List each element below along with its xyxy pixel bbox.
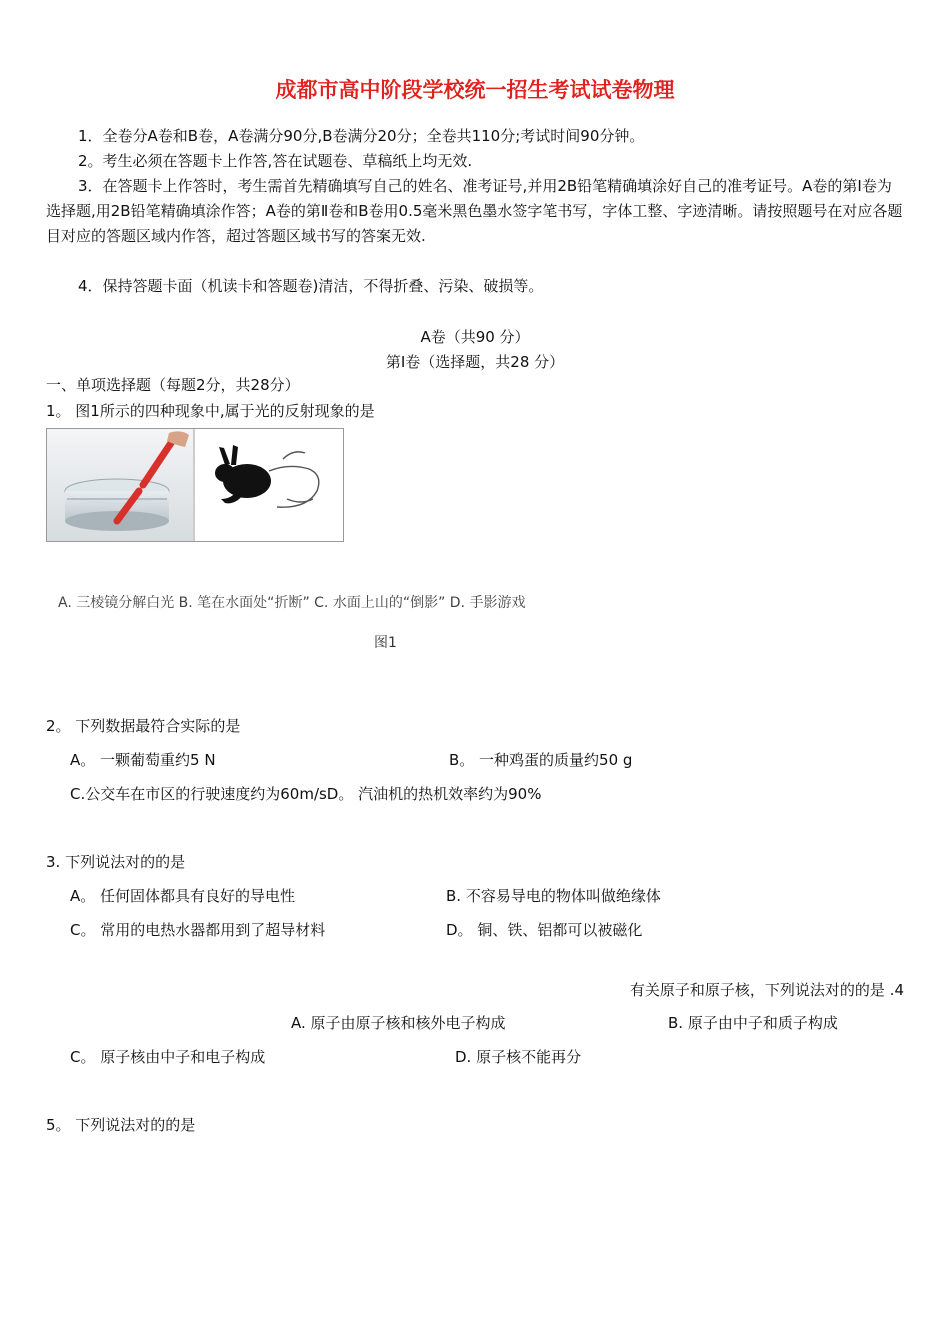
q4-option-a: A. 原子由原子核和核外电子构成 (291, 1014, 506, 1032)
q3-option-a: A。 任何固体都具有良好的导电性 (70, 887, 296, 905)
q3-stem: 3. 下列说法对的的是 (46, 853, 186, 871)
q4-stem: 有关原子和原子核，下列说法对的的是 .4 (629, 981, 904, 999)
q4-option-b: B. 原子由中子和质子构成 (668, 1014, 838, 1032)
q3-option-c: C。 常用的电热水器都用到了超导材料 (70, 921, 326, 939)
exam-title: 成都市高中阶段学校统一招生考试试卷物理 (275, 78, 675, 102)
q2-option-a: A。 一颗葡萄重约5 N (70, 751, 216, 769)
instruction-1: 1．全卷分A卷和B卷，A卷满分90分,B卷满分20分；全卷共110分;考试时间90分钟。 (78, 127, 645, 145)
section-a-heading: A卷（共90 分） (420, 328, 530, 346)
q1-stem: 1。 图1所示的四种现象中,属于光的反射现象的是 (46, 402, 375, 420)
figure-1-photos (46, 428, 344, 542)
q2-stem: 2。 下列数据最符合实际的是 (46, 717, 241, 735)
q1-options: A. 三棱镜分解白光 B. 笔在水面处“折断” C. 水面上山的“倒影” D. 手影游戏 (58, 595, 526, 611)
q2-option-cd: C.公交车在市区的行驶速度约为60m/sD。 汽油机的热机效率约为90% (70, 785, 542, 803)
figure-1-illustration (47, 429, 343, 541)
hand-shadow-photo (195, 429, 343, 541)
q3-option-d: D。 铜、铁、铝都可以被磁化 (446, 921, 643, 939)
section-1-heading: 第Ⅰ卷（选择题，共28 分） (385, 353, 565, 371)
part-1-heading: 一、单项选择题（每题2分，共28分） (46, 376, 300, 394)
q5-stem: 5。 下列说法对的的是 (46, 1116, 196, 1134)
pencil-in-water-photo (47, 429, 193, 541)
instruction-3: 3．在答题卡上作答时，考生需首先精确填写自己的姓名、准考证号,并用2B铅笔精确填涂好自己的准考证号。A卷的第Ⅰ卷为选择题,用2B铅笔精确填涂作答；A卷的第Ⅱ卷和B卷用0.5毫米黑色墨水签字笔书写，字体工整、字迹清晰。请按照题号在对应各题目对应的答题区域内作答，超过答题区域书写的答案无效. (46, 177, 903, 245)
q4-option-d: D. 原子核不能再分 (455, 1048, 582, 1066)
figure-1-label: 图1 (374, 635, 397, 651)
q3-option-b: B. 不容易导电的物体叫做绝缘体 (446, 887, 661, 905)
instruction-2: 2。考生必须在答题卡上作答,答在试题卷、草稿纸上均无效. (78, 152, 473, 170)
q2-option-b: B。 一种鸡蛋的质量约50 g (449, 751, 633, 769)
q4-option-c: C。 原子核由中子和电子构成 (70, 1048, 266, 1066)
instruction-4: 4．保持答题卡面（机读卡和答题卷)清洁，不得折叠、污染、破损等。 (78, 277, 544, 295)
